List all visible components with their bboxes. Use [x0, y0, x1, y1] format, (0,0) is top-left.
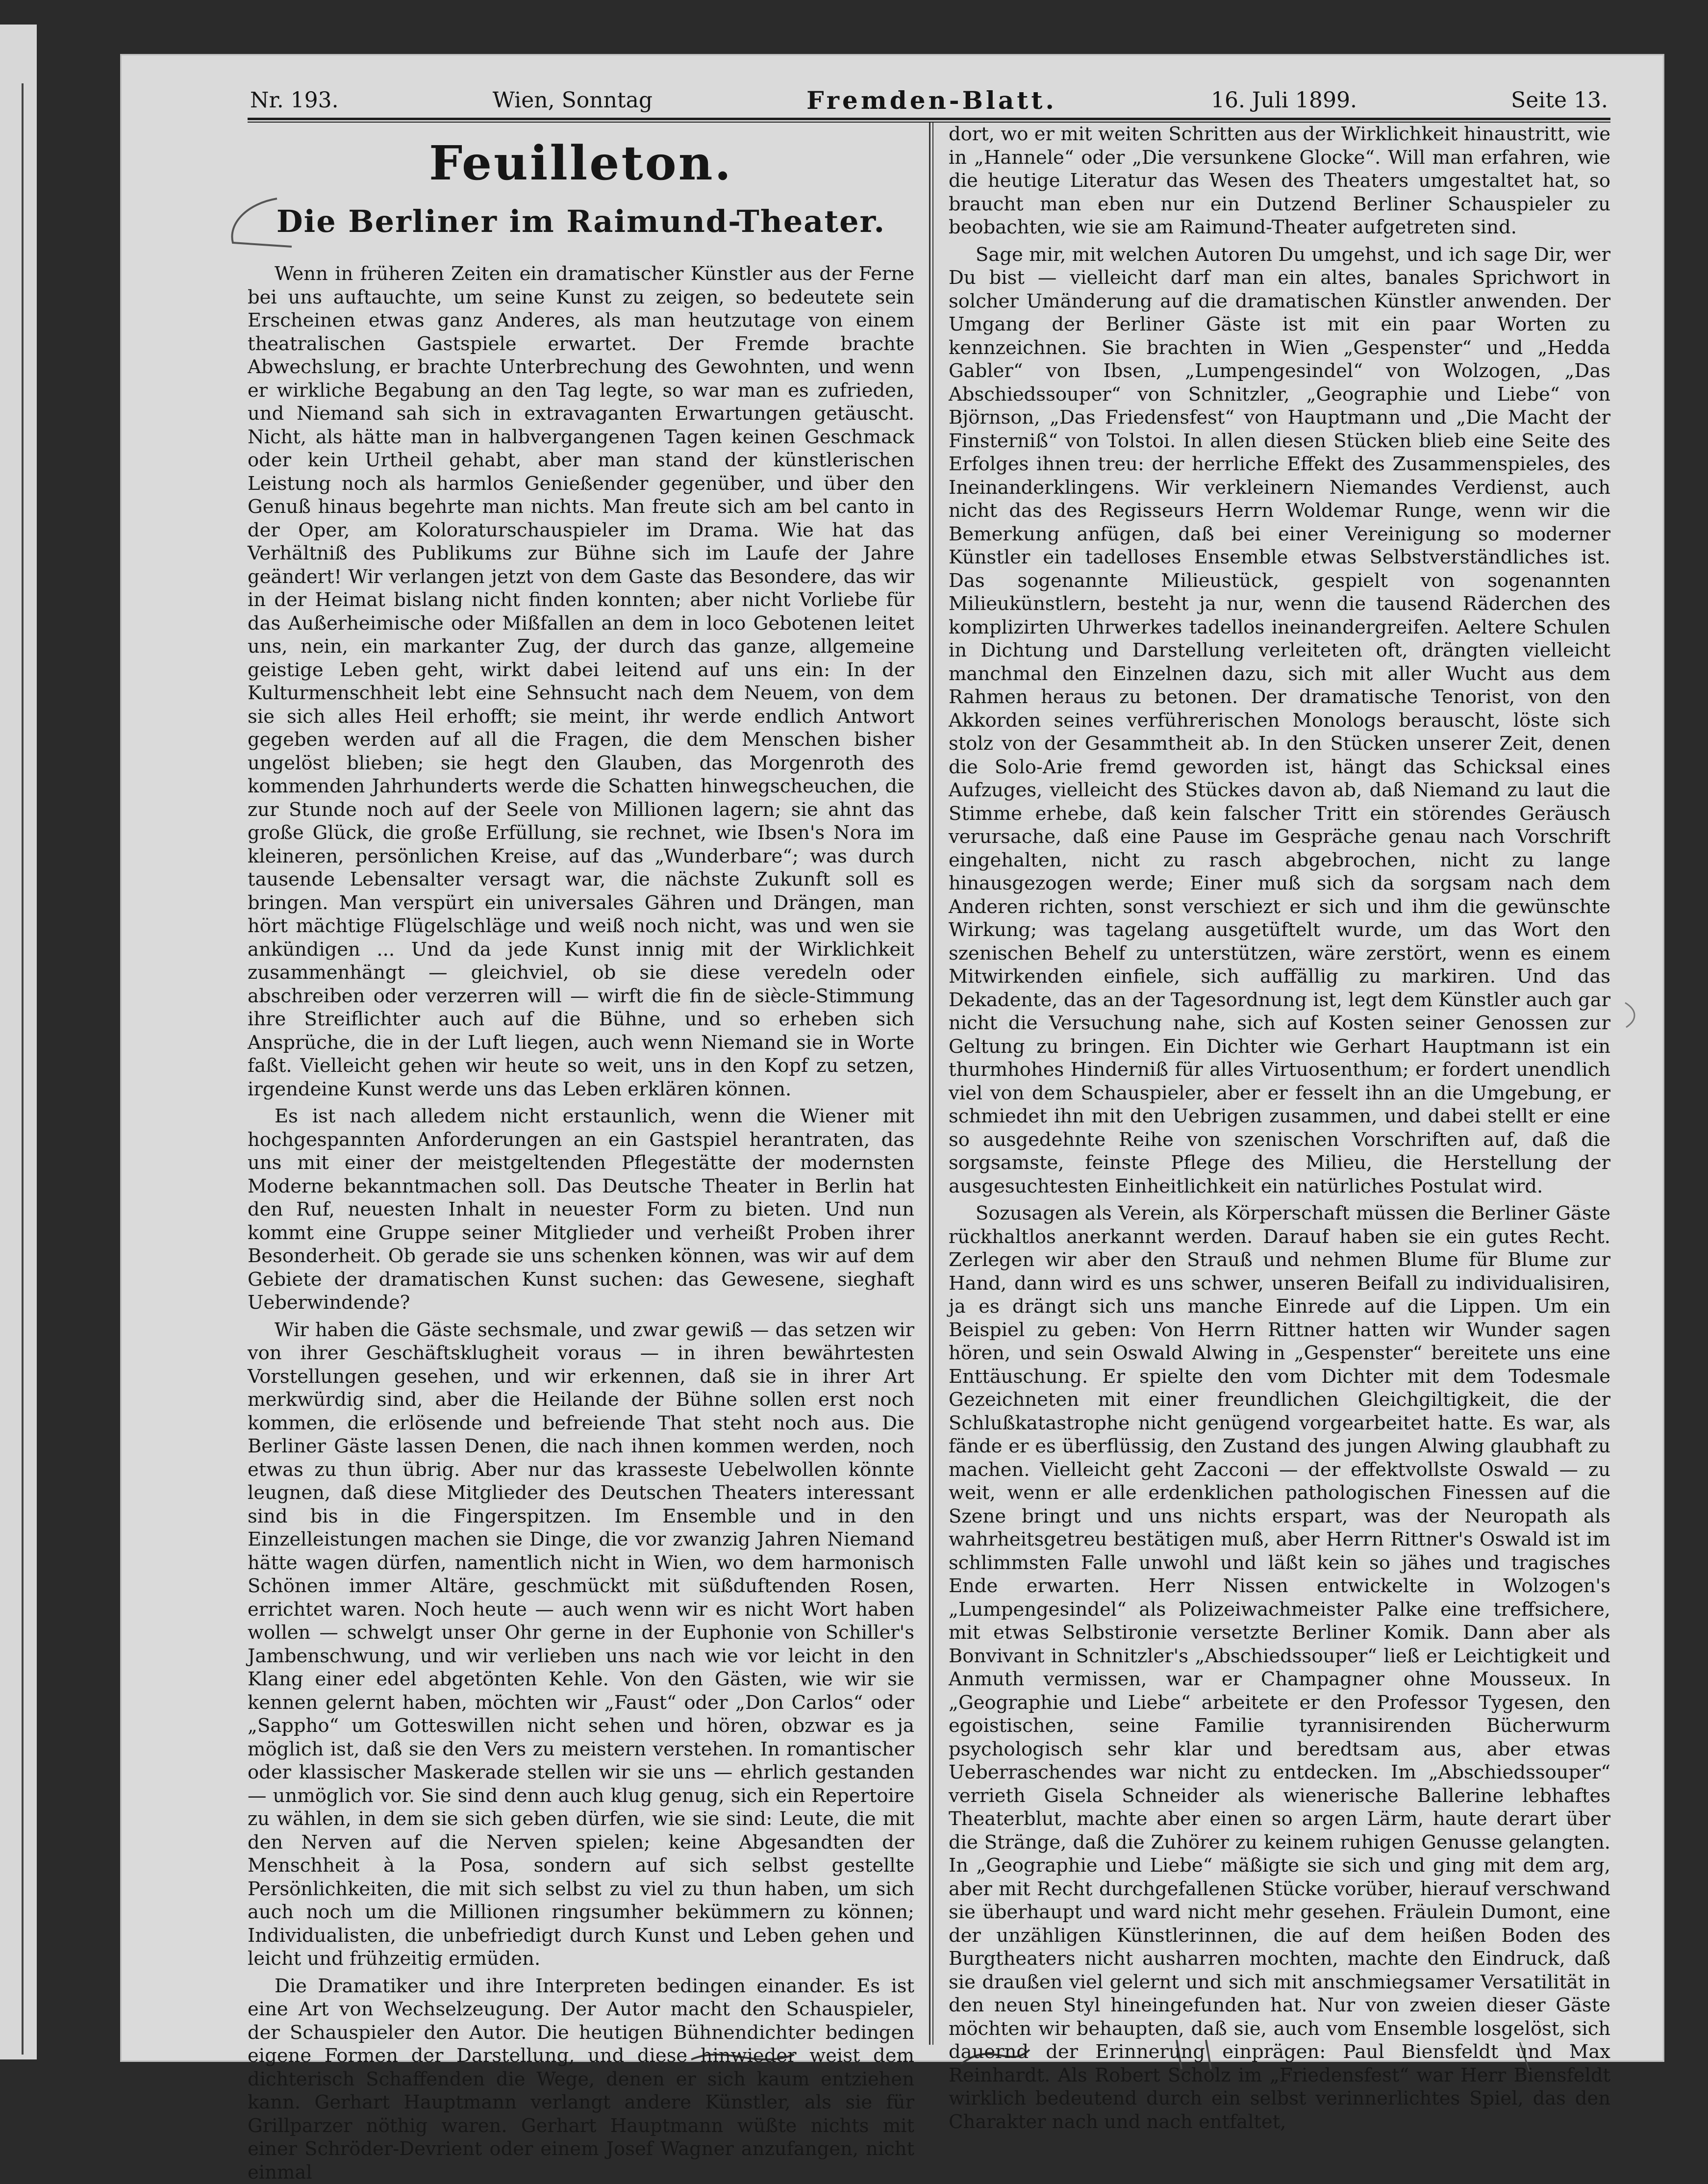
pencil-margin-mark [1620, 1000, 1640, 1030]
column-divider [929, 123, 933, 2045]
right-column [949, 123, 1610, 2133]
adjacent-page-strip [0, 25, 37, 2059]
left-column [248, 127, 914, 2184]
issue-date: 16. Juli 1899. [1211, 86, 1357, 115]
section-title: Feuilleton. [248, 134, 914, 193]
page-number: Seite 13. [1511, 86, 1608, 115]
paragraph: Wenn in früheren Zeiten ein dramatischer Künstler aus der Ferne bei uns auftauchte, um seine Kunst zu zeigen, so bedeutete sein Erscheinen etwas ganz Anderes, als man heutzutage von einem theatralischen Gastspiele erwartet. Der Fremde brachte Abwechslung, er brachte Unterbrechung des Gewohnten, und wenn er wirkliche Begabung an den Tag legte, so war man es zufrieden, und Niemand sah sich in extravaganten Erwartungen getäuscht. Nicht, als hätte man in halbvergangenen Tagen keinen Geschmack oder kein Urtheil gehabt, aber man stand der künstlerischen Leistung noch als harmlos Genießender gegenüber, und über den Genuß hinaus begehrte man nichts. Man freute sich am bel canto in der Oper, am Koloraturschauspieler im Drama. Wie hat das Verhältniß des Publikums zur Bühne sich im Laufe der Jahre geändert! Wir verlangen jetzt von dem Gaste das Besondere, das wir in der Heimat bislang nicht finden konnten; aber nicht Vorliebe für das Außerheimische oder Mißfallen an dem in loco Gebotenen leitet uns, nein, ein markanter Zug, der durch das ganze, allgemeine geistige Leben geht, wirkt dabei leitend auf uns ein: In der Kulturmenschheit lebt eine Sehnsucht nach dem Neuem, von dem sie sich alles Heil erhofft; sie meint, ihr werde endlich Antwort gegeben werden auf all die Fragen, die dem Menschen bisher ungelöst blieben; sie hegt den Glauben, das Morgenroth des kommenden Jahrhunderts werde die Schatten hinwegscheuchen, die zur Stunde noch auf der Seele von Millionen lagern; sie ahnt das große Glück, die große Erfüllung, sie rechnet, wie Ibsen's Nora im kleineren, persönlichen Kreise, auf das „Wunderbare“; was durch tausende Lebensalter versagt war, die nächste Zukunft soll es bringen. Man verspürt ein universales Gähren und Drängen, man hört mächtige Flügelschläge und weiß noch nicht, was und wen sie ankündigen ... Und da jede Kunst innig mit der Wirklichkeit zusammenhängt — gleichviel, ob sie diese veredeln oder abschreiben oder verzerren will — wirft die fin de siècle-Stimmung ihre Streiflichter auch auf die Bühne, und so erheben sich Ansprüche, die in der Luft liegen, auch wenn Niemand sie in Worte faßt. Vielleicht gehen wir heute so weit, uns in den Kopf zu setzen, irgendeine Kunst werde uns das Leben erklären können. [248, 262, 914, 1101]
header-rule [248, 118, 1610, 123]
paragraph: dort, wo er mit weiten Schritten aus der Wirklichkeit hinaustritt, wie in „Hannele“ oder „Die versunkene Glocke“. Will man erfahren, wie die heutige Literatur das Wesen des Theaters umgestaltet hat, so braucht man eben nur ein Dutzend Berliner Schauspieler zu beobachten, wie sie am Raimund-Theater aufgetreten sind. [949, 123, 1610, 239]
paragraph: Die Dramatiker und ihre Interpreten bedingen einander. Es ist eine Art von Wechselzeugung. Der Autor macht den Schauspieler, der Schauspieler den Autor. Die heutigen Bühnendichter bedingen eigene Formen der Darstellung, und diese hinwieder weist dem dichterisch Schaffenden die Wege, denen er sich kaum entziehen kann. Gerhart Hauptmann verlangt andere Künstler, als sie für Grillparzer nöthig waren. Gerhart Hauptmann wüßte nichts mit einer Schröder-Devrient oder einem Josef Wagner anzufangen, nicht einmal [248, 1975, 914, 2184]
newspaper-name: Fremden-Blatt. [806, 86, 1057, 115]
page-header [250, 81, 1608, 115]
paragraph: Sage mir, mit welchen Autoren Du umgehst, und ich sage Dir, wer Du bist — vielleicht darf man ein altes, banales Sprichwort in solcher Umänderung auf die dramatischen Künstler anwenden. Der Umgang der Berliner Gäste ist mit ein paar Worten zu kennzeichnen. Sie brachten in Wien „Gespenster“ und „Hedda Gabler“ von Ibsen, „Lumpengesindel“ von Wolzogen, „Das Abschiedssouper“ von Schnitzler, „Geographie und Liebe“ von Björnson, „Das Friedensfest“ von Hauptmann und „Die Macht der Finsterniß“ von Tolstoi. In allen diesen Stücken blieb eine Seite des Erfolges ihnen treu: der herrliche Effekt des Zusammenspieles, des Ineinanderklingens. Wir verkleinern Niemandes Verdienst, auch nicht das des Regisseurs Herrn Woldemar Runge, wenn wir die Bemerkung anfügen, daß bei einer Vereinigung so moderner Künstler ein tadelloses Ensemble etwas Selbstverständliches ist. Das sogenannte Milieustück, gespielt von sogenannten Milieukünstlern, besteht ja nur, wenn die tausend Räderchen des komplizirten Uhrwerkes tadellos ineinandergreifen. Aeltere Schulen in Dichtung und Darstellung verleiteten oft, drängten vielleicht manchmal den Einzelnen dazu, sich mit aller Wucht aus dem Rahmen heraus zu betonen. Der dramatische Tenorist, von den Akkorden seines verführerischen Monologs berauscht, löste sich stolz von der Gesammtheit ab. In den Stücken unserer Zeit, denen die Solo-Arie fremd geworden ist, hängt das Schicksal eines Aufzuges, vielleicht des Stückes davon ab, daß Niemand zu laut die Stimme erhebe, daß kein falscher Tritt ein störendes Geräusch verursache, daß eine Pause im Gespräche genau nach Vorschrift eingehalten, nicht zu rasch abgebrochen, nicht zu lange hinausgezogen werde; Einer muß sich da sorgsam nach dem Anderen richten, sonst verschiezt er sich und ihm die gewünschte Wirkung; was tagelang ausgetüftelt wurde, um das Wort den szenischen Behelf zu unterstützen, wäre zerstört, wenn es einem Mitwirkenden einfiele, sich auffällig zu markiren. Und das Dekadente, das an der Tagesordnung ist, legt dem Künstler auch gar nicht die Versuchung nahe, sich auf Kosten seiner Genossen zur Geltung zu bringen. Ein Dichter wie Gerhart Hauptmann ist ein thurmhohes Hinderniß für alles Virtuosenthum; er fordert unendlich viel von dem Schauspieler, aber er fesselt ihn an die Umgebung, er schmiedet ihn mit den Uebrigen zusammen, und dabei stellt er eine so ausgedehnte Reihe von szenischen Vorschriften auf, daß die sorgsamste, feinste Pflege des Milieu, die Herstellung der ausgesuchtesten Einheitlichkeit ein natürliches Postulat wird. [949, 243, 1610, 1198]
article-title: Die Berliner im Raimund-Theater. [248, 200, 914, 244]
paragraph: Es ist nach alledem nicht erstaunlich, wenn die Wiener mit hochgespannten Anforderungen an ein Gastspiel herantraten, das uns mit einer der meistgeltenden Pflegestätte der modernsten Moderne bekanntmachen soll. Das Deutsche Theater in Berlin hat den Ruf, neuesten Inhalt in neuester Form zu bieten. Und nun kommt eine Gruppe seiner Mitglieder und verheißt Proben ihrer Besonderheit. Ob gerade sie uns schenken können, was wir auf dem Gebiete der dramatischen Kunst suchen: das Gewesene, sieghaft Ueberwindende? [248, 1105, 914, 1315]
place-day: Wien, Sonntag [493, 86, 653, 115]
paragraph: Wir haben die Gäste sechsmale, und zwar gewiß — das setzen wir von ihrer Geschäftsklugheit voraus — in ihren bewährtesten Vorstellungen gesehen, und wir erkennen, daß sie in ihrer Art merkwürdig sind, aber die Heilande der Bühne sollen erst noch kommen, die erlösende und befreiende That steht noch aus. Die Berliner Gäste lassen Denen, die nach ihnen kommen werden, noch etwas zu thun übrig. Aber nur das krasseste Uebelwollen könnte leugnen, daß diese Mitglieder des Deutschen Theaters interessant sind bis in die Fingerspitzen. Im Ensemble und in den Einzelleistungen machen sie Dinge, die vor zwanzig Jahren Niemand hätte wagen dürfen, namentlich nicht in Wien, wo dem harmonisch Schönen immer Altäre, geschmückt mit süßduftenden Rosen, errichtet waren. Noch heute — auch wenn wir es nicht Wort haben wollen — schwelgt unser Ohr gerne in der Euphonie von Schiller's Jambenschwung, und wir verlieben uns nach wie vor leicht in den Klang einer edel abgetönten Kehle. Von den Gästen, wie wir sie kennen gelernt haben, möchten wir „Faust“ oder „Don Carlos“ oder „Sappho“ um Gotteswillen nicht sehen und hören, obzwar es ja möglich ist, daß sie den Vers zu meistern verstehen. In romantischer oder klassischer Maskerade stellen wir sie uns — ehrlich gestanden — unmöglich vor. Sie sind denn auch klug genug, sich ein Repertoire zu wählen, in dem sie sich geben dürfen, wie sie sind: Leute, die mit den Nerven auf die Nerven spielen; keine Abgesandten der Menschheit à la Posa, sondern auf sich selbst gestellte Persönlichkeiten, die mit sich selbst zu viel zu thun haben, um sich auch noch um die Millionen ringsumher bekümmern zu können; Individualisten, die unbefriedigt durch Kunst und Leben gehen und leicht und frühzeitig ermüden. [248, 1319, 914, 1971]
issue-number: Nr. 193. [250, 86, 339, 115]
paragraph: Sozusagen als Verein, als Körperschaft müssen die Berliner Gäste rückhaltlos anerkannt werden. Darauf haben sie ein gutes Recht. Zerlegen wir aber den Strauß und nehmen Blume für Blume zur Hand, dann wird es uns schwer, unseren Beifall zu individualisiren, ja es drängt sich uns manche Einrede auf die Lippen. Um ein Beispiel zu geben: Von Herrn Rittner hatten wir Wunder sagen hören, und sein Oswald Alwing in „Gespenster“ bereitete uns eine Enttäuschung. Er spielte den vom Dichter mit dem Todesmale Gezeichneten mit einer freundlichen Gleichgiltigkeit, die der Schlußkatastrophe nicht genügend vorgearbeitet hatte. Es war, als fände er es überflüssig, den Zustand des jungen Alwing glaubhaft zu machen. Vielleicht geht Zacconi — der effektvollste Oswald — zu weit, wenn er alle erdenklichen pathologischen Finessen auf die Szene bringt und uns nichts erspart, was der Neuropath als wahrheitsgetreu bestätigen muß, aber Herrn Rittner's Oswald ist im schlimmsten Falle unwohl und läßt kein so jähes und tragisches Ende erwarten. Herr Nissen entwickelte in Wolzogen's „Lumpengesindel“ als Polizeiwachmeister Palke eine treffsichere, mit etwas Selbstironie versetzte Berliner Komik. Dann aber als Bonvivant in Schnitzler's „Abschiedssouper“ ließ er Leichtigkeit und Anmuth vermissen, war er Champagner ohne Mousseux. In „Geographie und Liebe“ arbeitete er den Professor Tygesen, den egoistischen, seine Familie tyrannisirenden Bücherwurm psychologisch sehr klar und beredtsam aus, aber etwas Ueberraschendes war nicht zu entdecken. Im „Abschiedssouper“ verrieth Gisela Schneider als wienerische Ballerine lebhaftes Theaterblut, machte aber einen so argen Lärm, haute derart über die Stränge, daß die Zuhörer zu keinem ruhigen Genusse gelangten. In „Geographie und Liebe“ mäßigte sie sich und ging mit dem arg, aber mit Recht durchgefallenen Stücke vorüber, hierauf verschwand sie überhaupt und ward nicht mehr gesehen. Fräulein Dumont, eine der unzähligen Künstlerinnen, die auf dem heißen Boden des Burgtheaters nicht ausharren mochten, machte den Eindruck, daß sie draußen viel gelernt und sich mit anschmiegsamer Versatilität in den neuen Styl hineingefunden hat. Nur von zweien dieser Gäste möchten wir behaupten, daß sie, auch vom Ensemble losgelöst, sich dauernd der Erinnerung einprägen: Paul Biensfeldt und Max Reinhardt. Als Robert Scholz im „Friedensfest“ war Herr Biensfeldt wirklich bedeutend durch ein selbst verinnerlichtes Spiel, das den Charakter nach und nach entfaltet, [949, 1202, 1610, 2133]
adjacent-page-rule [22, 83, 24, 2055]
